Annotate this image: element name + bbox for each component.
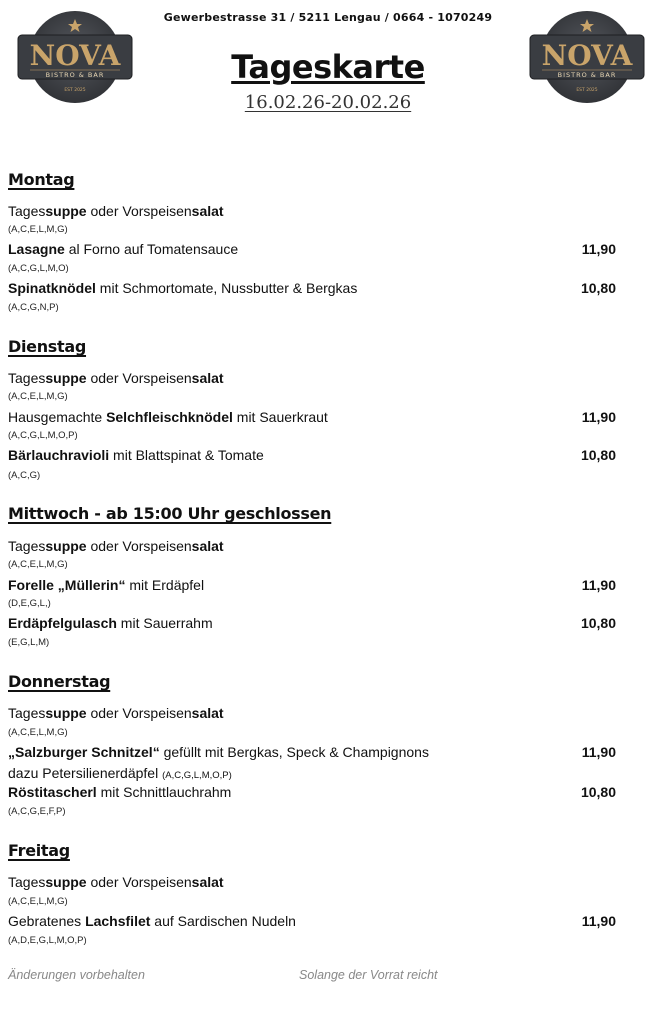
svg-text:BISTRO & BAR: BISTRO & BAR <box>557 71 617 79</box>
allergen-codes: (D,E,G,L,) <box>8 598 51 609</box>
svg-text:EST 2025: EST 2025 <box>64 88 86 93</box>
day-heading-dienstag: Dienstag <box>8 337 87 356</box>
menu-item-soup: Tagessuppe oder Vorspeisensalat <box>8 370 224 386</box>
menu-item: Erdäpfelgulasch mit Sauerrahm <box>8 615 213 631</box>
footer-note-left: Änderungen vorbehalten <box>8 968 145 982</box>
item-price: 10,80 <box>580 447 616 463</box>
item-price: 10,80 <box>580 784 616 800</box>
contact-line: Gewerbestrasse 31 / 5211 Lengau / 0664 - 1070249 <box>163 11 493 24</box>
menu-item: Gebratenes Lachsfilet auf Sardischen Nudeln <box>8 913 296 929</box>
menu-item: Hausgemachte Selchfleischknödel mit Sauerkraut <box>8 409 328 425</box>
allergen-codes: (A,C,G,L,M,O,P) <box>8 430 78 441</box>
date-range: 16.02.26-20.02.26 <box>244 92 412 113</box>
svg-text:BISTRO & BAR: BISTRO & BAR <box>45 71 105 79</box>
item-price: 11,90 <box>581 241 616 257</box>
item-price: 10,80 <box>580 280 616 296</box>
item-price: 10,80 <box>580 615 616 631</box>
allergen-codes: (A,C,G,E,F,P) <box>8 806 66 817</box>
day-heading-montag: Montag <box>8 170 75 189</box>
item-price: 11,90 <box>581 577 616 593</box>
menu-item: Röstitascherl mit Schnittlauchrahm <box>8 784 232 800</box>
allergen-codes: (A,C,G,L,M,O,P) <box>162 770 232 781</box>
svg-text:NOVA: NOVA <box>541 39 633 72</box>
menu-item-continuation: dazu Petersilienerdäpfel (A,C,G,L,M,O,P) <box>8 765 232 781</box>
day-heading-mittwoch: Mittwoch - ab 15:00 Uhr geschlossen <box>8 504 332 523</box>
allergen-codes: (A,C,G) <box>8 470 41 481</box>
menu-item-soup: Tagessuppe oder Vorspeisensalat <box>8 705 224 721</box>
allergen-codes: (A,C,E,L,M,G) <box>8 559 68 570</box>
item-price: 11,90 <box>581 409 616 425</box>
menu-item: Lasagne al Forno auf Tomatensauce <box>8 241 239 257</box>
allergen-codes: (A,C,G,L,M,O) <box>8 263 69 274</box>
day-heading-donnerstag: Donnerstag <box>8 672 111 691</box>
svg-text:NOVA: NOVA <box>29 39 121 72</box>
allergen-codes: (A,C,G,N,P) <box>8 302 59 313</box>
menu-item: „Salzburger Schnitzel“ gefüllt mit Bergkas, Speck & Champignons <box>8 744 429 760</box>
menu-item-soup: Tagessuppe oder Vorspeisensalat <box>8 203 224 219</box>
allergen-codes: (E,G,L,M) <box>8 637 50 648</box>
item-price: 11,90 <box>581 744 616 760</box>
allergen-codes: (A,C,E,L,M,G) <box>8 391 68 402</box>
menu-item: Forelle „Müllerin“ mit Erdäpfel <box>8 577 205 593</box>
menu-item-soup: Tagessuppe oder Vorspeisensalat <box>8 538 224 554</box>
menu-header <box>0 0 656 130</box>
allergen-codes: (A,C,E,L,M,G) <box>8 727 68 738</box>
allergen-codes: (A,C,E,L,M,G) <box>8 896 68 907</box>
allergen-codes: (A,C,E,L,M,G) <box>8 224 68 235</box>
svg-text:EST 2025: EST 2025 <box>576 88 598 93</box>
item-price: 11,90 <box>581 913 616 929</box>
menu-item-soup: Tagessuppe oder Vorspeisensalat <box>8 874 224 890</box>
page-title: Tageskarte <box>231 48 425 86</box>
day-heading-freitag: Freitag <box>8 841 70 860</box>
menu-item: Spinatknödel mit Schmortomate, Nussbutter & Bergkas <box>8 280 358 296</box>
footer-note-right: Solange der Vorrat reicht <box>299 968 438 982</box>
nova-logo <box>528 9 646 105</box>
allergen-codes: (A,D,E,G,L,M,O,P) <box>8 935 87 946</box>
menu-item: Bärlauchravioli mit Blattspinat & Tomate <box>8 447 264 463</box>
nova-logo <box>16 9 134 105</box>
